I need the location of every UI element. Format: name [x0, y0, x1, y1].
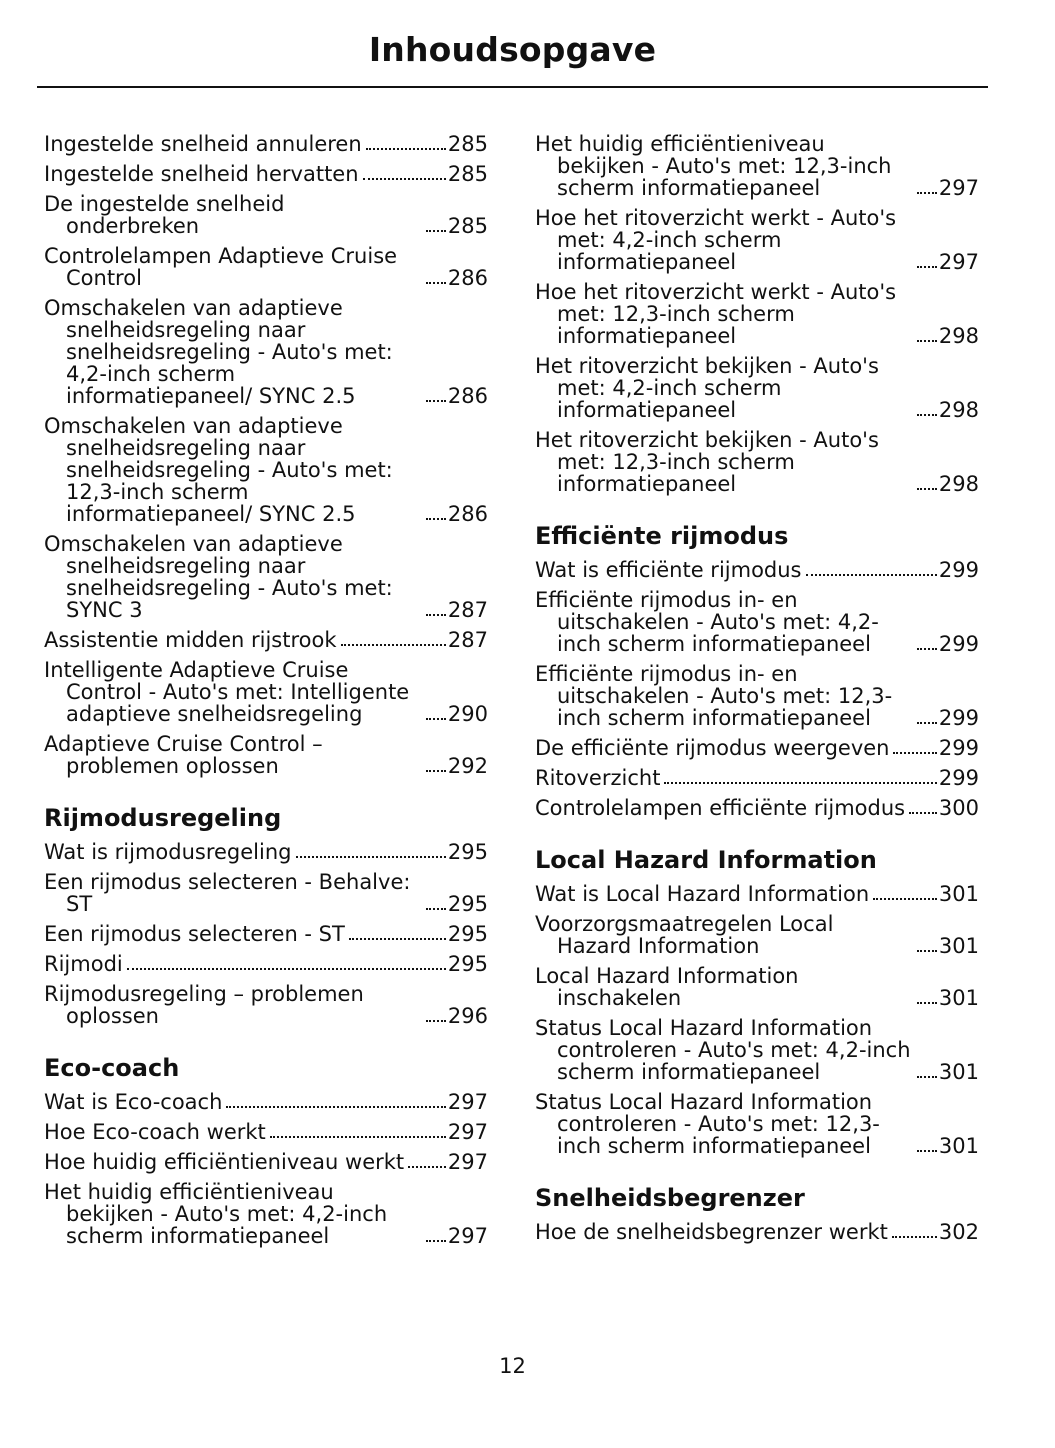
dot-leader — [806, 574, 937, 576]
section-heading: Rijmodusregeling — [44, 804, 282, 832]
toc-entry-title: Hoe het ritoverzicht werkt - Auto's met: 4,2-inch scherm informatiepaneel — [535, 206, 897, 274]
toc-entry[interactable] — [44, 733, 488, 777]
toc-entry[interactable] — [44, 871, 488, 915]
dot-leader — [917, 950, 937, 952]
toc-entry-page: 297 — [447, 1120, 488, 1144]
toc-entry[interactable] — [44, 297, 488, 407]
toc-entry-page: 286 — [447, 502, 488, 526]
toc-entry-title: Hoe het ritoverzicht werkt - Auto's met: 12,3-inch scherm informatiepaneel — [535, 280, 897, 348]
toc-entry[interactable] — [44, 923, 488, 945]
section-heading: Snelheidsbegrenzer — [535, 1184, 805, 1212]
toc-entry-page: 299 — [938, 632, 979, 656]
toc-entry-title: Adaptieve Cruise Control – problemen oplossen — [44, 732, 323, 778]
toc-entry[interactable] — [535, 767, 979, 789]
toc-entry[interactable] — [535, 965, 979, 1009]
toc-entry-title: Status Local Hazard Information controleren - Auto's met: 12,3-inch scherm informatiepaneel — [535, 1090, 880, 1158]
toc-entry-title: Omschakelen van adaptieve snelheidsregeling naar snelheidsregeling - Auto's met: SYNC 3 — [44, 532, 393, 622]
toc-entry-title: Het ritoverzicht bekijken - Auto's met: 12,3-inch scherm informatiepaneel — [535, 428, 879, 496]
toc-entry-page: 299 — [938, 766, 979, 790]
toc-entry[interactable] — [44, 245, 488, 289]
toc-entry[interactable] — [44, 953, 488, 975]
dot-leader — [917, 1150, 937, 1152]
toc-entry-page: 287 — [447, 598, 488, 622]
toc-entry-page: 297 — [447, 1224, 488, 1248]
toc-entry-title: Hoe huidig efficiëntieniveau werkt — [44, 1150, 405, 1174]
toc-entry[interactable] — [535, 133, 979, 199]
toc-entry-title: Een rijmodus selecteren - ST — [44, 922, 345, 946]
toc-entry-title: Wat is efficiënte rijmodus — [535, 558, 802, 582]
toc-entry-title: Controlelampen efficiënte rijmodus — [535, 796, 906, 820]
toc-entry[interactable] — [44, 1181, 488, 1247]
dot-leader — [917, 488, 937, 490]
toc-entry-title: Hoe de snelheidsbegrenzer werkt — [535, 1220, 888, 1244]
toc-entry-page: 297 — [938, 176, 979, 200]
toc-entry-page: 297 — [447, 1150, 488, 1174]
toc-entry-page: 299 — [938, 558, 979, 582]
title-divider — [37, 86, 988, 88]
toc-entry-title: Ritoverzicht — [535, 766, 661, 790]
dot-leader — [917, 414, 937, 416]
toc-entry[interactable] — [44, 163, 488, 185]
toc-entry-title: Omschakelen van adaptieve snelheidsregeling naar snelheidsregeling - Auto's met: 4,2-inch scherm informatiepaneel/ SYNC 2.5 — [44, 296, 393, 408]
toc-entry-page: 301 — [938, 1060, 979, 1084]
toc-entry[interactable] — [44, 533, 488, 621]
toc-entry[interactable] — [535, 1017, 979, 1083]
toc-entry-page: 297 — [447, 1090, 488, 1114]
dot-leader — [270, 1136, 446, 1138]
section-heading: Efficiënte rijmodus — [535, 522, 789, 550]
toc-entry[interactable] — [535, 429, 979, 495]
dot-leader — [296, 856, 446, 858]
toc-right-column — [535, 133, 979, 1251]
toc-entry-page: 285 — [447, 214, 488, 238]
toc-entry-page: 299 — [938, 706, 979, 730]
dot-leader — [917, 340, 937, 342]
toc-entry-page: 287 — [447, 628, 488, 652]
toc-entry-page: 292 — [447, 754, 488, 778]
toc-entry-page: 299 — [938, 736, 979, 760]
dot-leader — [426, 770, 446, 772]
dot-leader — [917, 1002, 937, 1004]
toc-entry-page: 301 — [938, 934, 979, 958]
dot-leader — [363, 178, 446, 180]
toc-entry-page: 296 — [447, 1004, 488, 1028]
toc-entry-title: Wat is rijmodusregeling — [44, 840, 292, 864]
toc-entry[interactable] — [535, 559, 979, 581]
toc-entry[interactable] — [44, 1121, 488, 1143]
section-heading: Local Hazard Information — [535, 846, 877, 874]
dot-leader — [426, 614, 446, 616]
toc-entry[interactable] — [44, 133, 488, 155]
dot-leader — [426, 518, 446, 520]
dot-leader — [366, 148, 446, 150]
toc-entry-title: Het ritoverzicht bekijken - Auto's met: 4,2-inch scherm informatiepaneel — [535, 354, 879, 422]
dot-leader — [917, 1076, 937, 1078]
toc-entry-page: 286 — [447, 384, 488, 408]
dot-leader — [917, 192, 937, 194]
dot-leader — [426, 1240, 446, 1242]
toc-entry-title: Rijmodi — [44, 952, 123, 976]
toc-entry-title: Een rijmodus selecteren - Behalve: ST — [44, 870, 411, 916]
toc-entry-title: Voorzorgsmaatregelen Local Hazard Information — [535, 912, 834, 958]
toc-entry-page: 298 — [938, 324, 979, 348]
dot-leader — [426, 400, 446, 402]
toc-entry-title: Ingestelde snelheid hervatten — [44, 162, 359, 186]
dot-leader — [426, 908, 446, 910]
dot-leader — [226, 1106, 446, 1108]
toc-entry[interactable] — [44, 659, 488, 725]
dot-leader — [349, 938, 446, 940]
toc-entry-title: Efficiënte rijmodus in- en uitschakelen - Auto's met: 12,3-inch scherm informatiepaneel — [535, 662, 893, 730]
dot-leader — [426, 230, 446, 232]
toc-entry-title: De ingestelde snelheid onderbreken — [44, 192, 285, 238]
toc-entry-title: Intelligente Adaptieve Cruise Control - Auto's met: Intelligente adaptieve snelheidsregeling — [44, 658, 410, 726]
toc-entry[interactable] — [535, 737, 979, 759]
toc-entry-title: Local Hazard Information inschakelen — [535, 964, 799, 1010]
toc-entry-page: 297 — [938, 250, 979, 274]
toc-entry-title: Assistentie midden rijstrook — [44, 628, 337, 652]
toc-entry[interactable] — [535, 281, 979, 347]
toc-entry-page: 295 — [447, 952, 488, 976]
page-number: 12 — [499, 1354, 526, 1378]
toc-entry[interactable] — [535, 663, 979, 729]
page-title: Inhoudsopgave — [368, 30, 657, 69]
toc-entry-page: 295 — [447, 922, 488, 946]
toc-entry-page: 295 — [447, 840, 488, 864]
toc-entry-page: 286 — [447, 266, 488, 290]
toc-entry[interactable] — [535, 797, 979, 819]
toc-entry-title: Wat is Eco-coach — [44, 1090, 223, 1114]
section-heading: Eco-coach — [44, 1054, 180, 1082]
toc-entry-page: 290 — [447, 702, 488, 726]
toc-entry[interactable] — [535, 1221, 979, 1243]
toc-entry-page: 295 — [447, 892, 488, 916]
toc-entry[interactable] — [44, 193, 488, 237]
dot-leader — [917, 722, 937, 724]
toc-entry-page: 301 — [938, 986, 979, 1010]
toc-entry[interactable] — [535, 207, 979, 273]
dot-leader — [664, 782, 936, 784]
toc-entry-page: 301 — [938, 882, 979, 906]
toc-entry-title: Controlelampen Adaptieve Cruise Control — [44, 244, 398, 290]
toc-entry-title: Het huidig efficiëntieniveau bekijken - Auto's met: 4,2-inch scherm informatiepaneel — [44, 1180, 388, 1248]
dot-leader — [892, 1236, 937, 1238]
toc-entry-page: 298 — [938, 472, 979, 496]
dot-leader — [917, 266, 937, 268]
dot-leader — [893, 752, 936, 754]
toc-entry[interactable] — [44, 629, 488, 651]
dot-leader — [426, 1020, 446, 1022]
dot-leader — [341, 644, 446, 646]
dot-leader — [408, 1166, 446, 1168]
toc-entry-title: Status Local Hazard Information controleren - Auto's met: 4,2-inch scherm informatiepaneel — [535, 1016, 911, 1084]
dot-leader — [426, 282, 446, 284]
dot-leader — [909, 812, 937, 814]
toc-entry[interactable] — [44, 415, 488, 525]
toc-entry-page: 302 — [938, 1220, 979, 1244]
toc-entry[interactable] — [44, 1091, 488, 1113]
toc-entry-title: Efficiënte rijmodus in- en uitschakelen - Auto's met: 4,2-inch scherm informatiepaneel — [535, 588, 879, 656]
toc-entry[interactable] — [535, 355, 979, 421]
toc-entry[interactable] — [44, 983, 488, 1027]
toc-entry-title: Het huidig efficiëntieniveau bekijken - Auto's met: 12,3-inch scherm informatiepaneel — [535, 132, 892, 200]
toc-entry-title: Wat is Local Hazard Information — [535, 882, 870, 906]
dot-leader — [917, 648, 937, 650]
toc-entry-page: 285 — [447, 132, 488, 156]
toc-entry-page: 301 — [938, 1134, 979, 1158]
toc-entry-title: Rijmodusregeling – problemen oplossen — [44, 982, 364, 1028]
toc-entry[interactable] — [535, 589, 979, 655]
dot-leader — [873, 898, 937, 900]
toc-entry-title: Hoe Eco-coach werkt — [44, 1120, 266, 1144]
toc-entry-title: Omschakelen van adaptieve snelheidsregeling naar snelheidsregeling - Auto's met: 12,3-inch scherm informatiepaneel/ SYNC 2.5 — [44, 414, 393, 526]
toc-entry-title: Ingestelde snelheid annuleren — [44, 132, 362, 156]
toc-entry-page: 300 — [938, 796, 979, 820]
toc-entry[interactable] — [44, 1151, 488, 1173]
dot-leader — [426, 718, 446, 720]
toc-entry-page: 285 — [447, 162, 488, 186]
toc-entry[interactable] — [535, 913, 979, 957]
dot-leader — [127, 968, 446, 970]
toc-entry[interactable] — [44, 841, 488, 863]
toc-entry[interactable] — [535, 883, 979, 905]
toc-left-column — [44, 133, 488, 1255]
toc-entry[interactable] — [535, 1091, 979, 1157]
toc-entry-page: 298 — [938, 398, 979, 422]
toc-entry-title: De efficiënte rijmodus weergeven — [535, 736, 890, 760]
